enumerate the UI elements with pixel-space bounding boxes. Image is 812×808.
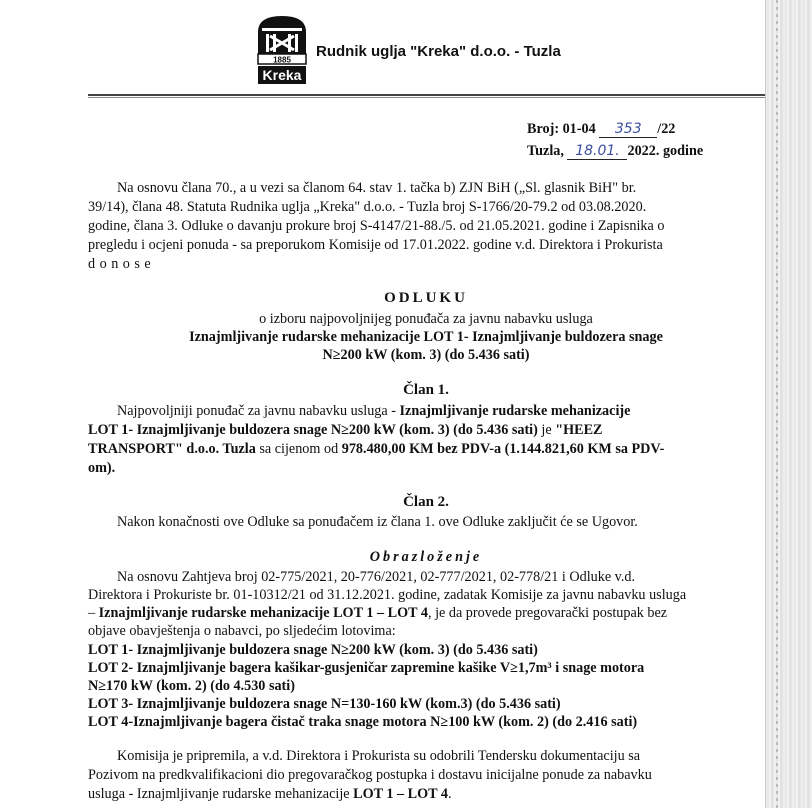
- article-1-line-2: LOT 1- Iznajmljivanje buldozera snage N≥200 kW (kom. 3) (do 5.436 sati) je "HEEZ: [88, 422, 603, 438]
- lot-4: LOT 4-Iznajmljivanje bagera čistač traka snage motora N≥100 kW (kom. 2) (do 2.416 sati): [88, 714, 638, 730]
- kreka-logo: [256, 14, 308, 88]
- article-1-line-3: TRANSPORT" d.o.o. Tuzla sa cijenom od 978.480,00 KM bez PDV-a (1.144.821,60 KM sa PDV-: [88, 441, 665, 457]
- decision-subject-1: Iznajmljivanje rudarske mehanizacije LOT 1- Iznajmljivanje buldozera snage: [189, 329, 663, 345]
- handwritten-date: 18.01.: [567, 143, 627, 160]
- paragraph-2-line-1: Komisija je pripremila, a v.d. Direktora i Prokurista su odobrili Tendersku dokumentaciju sa: [117, 748, 641, 764]
- decision-title: ODLUKU: [384, 290, 468, 306]
- article-2-title: Član 2.: [403, 494, 449, 510]
- reference-number: Broj: 01-04 353 /22: [527, 121, 676, 137]
- lot-3: LOT 3- Iznajmljivanje buldozera snage N=130-160 kW (kom.3) (do 5.436 sati): [88, 696, 561, 712]
- decision-subject-2: N≥200 kW (kom. 3) (do 5.436 sati): [322, 347, 530, 363]
- reasoning-title: Obrazloženje: [369, 549, 483, 565]
- reasoning-line-4: objave obavještenja o nabavci, po sljedećim lotovima:: [88, 623, 396, 639]
- intro-line-1: Na osnovu člana 70., a u vezi sa članom 64. stav 1. tačka b) ZJN BiH („Sl. glasnik BiH" br.: [117, 180, 637, 196]
- scanned-page-edge: [765, 0, 812, 808]
- handwritten-number: 353: [599, 121, 657, 138]
- paragraph-2-line-2: Pozivom na predkvalifikacioni dio pregovaračkog postupka i dostavu inicijalne ponude za nabavku: [88, 767, 652, 783]
- article-1-line-1: Najpovoljniji ponuđač za javnu nabavku usluga - Iznajmljivanje rudarske mehanizacije: [117, 403, 631, 419]
- article-2-text: Nakon konačnosti ove Odluke sa ponuđačem iz člana 1. ove Odluke zaključit će se Ugovor.: [117, 514, 638, 530]
- lot-2-line-1: LOT 2- Iznajmljivanje bagera kašikar-gusjeničar zapremine kašike V≥1,7m³ i snage motora: [88, 660, 645, 676]
- intro-line-2: 39/14), člana 48. Statuta Rudnika uglja „Kreka" d.o.o. - Tuzla broj S-1766/20-79.2 od 03.08.2020.: [88, 199, 647, 215]
- header-divider: [88, 94, 765, 96]
- intro-line-3: godine, člana 3. Odluke o davanju prokure broj S-4147/21-88./5. od 21.05.2021. godine i Zapisnika o: [88, 218, 665, 234]
- reasoning-line-3: – Iznajmljivanje rudarske mehanizacije LOT 1 – LOT 4, je da provede pregovarački postupak bez: [88, 605, 668, 621]
- paragraph-2-line-3: usluga - Iznajmljivanje rudarske mehanizacije LOT 1 – LOT 4.: [88, 786, 452, 802]
- intro-line-4: pregledu i ocjeni ponuda - sa preporukom Komisije od 17.01.2022. godine v.d. Direktora i Prokurista: [88, 237, 663, 253]
- company-name: Rudnik uglja "Kreka" d.o.o. - Tuzla: [316, 43, 561, 60]
- lot-1: LOT 1- Iznajmljivanje buldozera snage N≥200 kW (kom. 3) (do 5.436 sati): [88, 642, 538, 658]
- logo-year: 1885: [273, 55, 291, 65]
- document-date: Tuzla, 18.01. 2022. godine: [527, 143, 704, 159]
- lot-2-line-2: N≥170 kW (kom. 2) (do 4.530 sati): [88, 678, 295, 694]
- decision-subtitle: o izboru najpovoljnijeg ponuđača za javnu nabavku usluga: [259, 311, 593, 327]
- intro-line-5: donose: [88, 256, 156, 272]
- header-divider-thin: [88, 97, 765, 98]
- article-1-title: Član 1.: [403, 382, 449, 398]
- article-1-line-4: om).: [88, 460, 116, 476]
- logo-text: Kreka: [262, 67, 302, 83]
- reasoning-line-2: Direktora i Prokuriste br. 01-10312/21 od 31.12.2021. godine, zadatak Komisije za javnu nabavku usluga: [88, 587, 687, 603]
- reasoning-line-1: Na osnovu Zahtjeva broj 02-775/2021, 20-776/2021, 02-777/2021, 02-778/21 i Odluke v.d.: [117, 569, 636, 585]
